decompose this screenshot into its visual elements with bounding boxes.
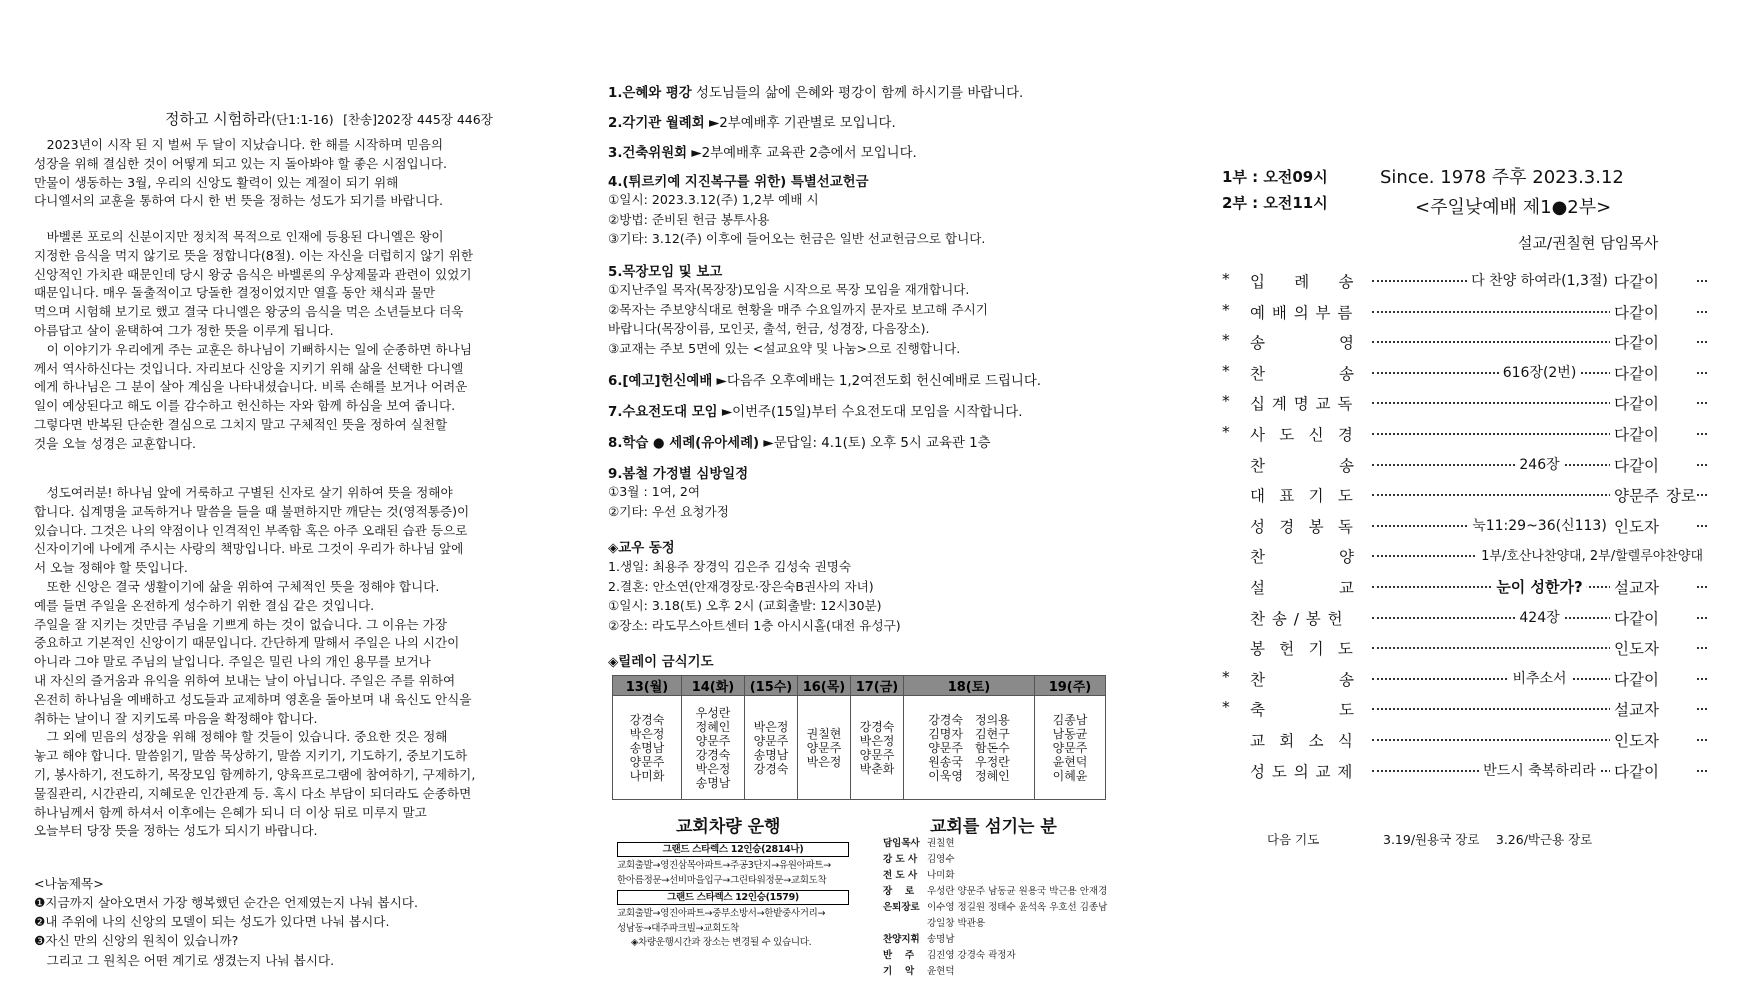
- order-item-detail: 눈이 성한가?: [1492, 576, 1586, 597]
- notice-3: 3.건축위원회 ►2부예배후 교육관 2층에서 모입니다.: [608, 146, 917, 161]
- order-item: [1222, 760, 1692, 791]
- servant-role: 기 악: [883, 966, 915, 977]
- text-line: 성도여러분! 하나님 앞에 거룩하고 구별된 신자로 살기 위하여 뜻을 정해야: [34, 485, 453, 500]
- notice-4-lines: [608, 190, 985, 249]
- relay-names-row: [613, 696, 1106, 800]
- members-news-lines: [608, 557, 901, 635]
- text-line: 그렇다면 반복된 단순한 결심으로 그치지 말고 구체적인 뜻을 정하여 실천할: [34, 416, 448, 432]
- order-item-leader: 설교자: [1610, 576, 1696, 598]
- servant-role: 강 도 사: [883, 854, 918, 865]
- order-item-name: 성도의교제: [1250, 762, 1360, 781]
- servants-title: 교회를 섬기는 분: [930, 817, 1057, 837]
- order-item-name: 입례송: [1250, 273, 1383, 291]
- relay-day-header: 13(월): [613, 676, 682, 696]
- standing-mark: *: [1222, 667, 1230, 686]
- servant-names: 이수영 정길원 정태수 윤석옥 우호선 김종남: [927, 902, 1108, 913]
- servant-names: 김진영 강경숙 곽정자: [927, 950, 1016, 961]
- notice-5-head: 5.목장모임 및 보고: [608, 265, 723, 280]
- text-line: ②기타: 우선 요청가정: [608, 503, 729, 519]
- order-item-leader: 양문주 장로: [1610, 484, 1696, 506]
- order-item: [1222, 515, 1692, 546]
- servant-role: 반 주: [883, 950, 915, 961]
- text-line: 내 자신의 즐거움과 유익을 위하여 보내는 날이 아닙니다. 주일은 주를 위하여: [34, 672, 456, 688]
- order-item-detail: 246장: [1515, 454, 1563, 474]
- relay-name: 우성란: [695, 705, 731, 720]
- text-line: ❷내 주위에 나의 신앙의 모델이 되는 성도가 있다면 나눠 봅시다.: [34, 914, 390, 930]
- relay-name: 박은정: [753, 719, 789, 734]
- relay-name: 강경숙 정의용: [928, 712, 1010, 727]
- order-item: [1222, 698, 1692, 729]
- order-item-leader: 다같이: [1610, 270, 1696, 292]
- servant-names: 김영수: [927, 854, 955, 865]
- notice-5-lines: [608, 280, 988, 358]
- servant-row: [883, 836, 1107, 852]
- text-line: 놓고 해야 합니다. 말씀읽기, 말씀 묵상하기, 말씀 지키기, 기도하기, 중보기도하: [34, 748, 468, 764]
- relay-name: 박은정: [859, 733, 895, 748]
- servant-row: [883, 852, 1107, 868]
- relay-fasting-head: ◈릴레이 금식기도: [608, 655, 714, 670]
- text-line: 지정한 음식을 먹지 않기로 뜻을 정합니다(8절). 이는 자신을 더럽히지 않기 위한: [34, 247, 474, 263]
- servant-row: [883, 916, 1107, 932]
- text-line: ①일시: 2023.3.12(주) 1,2부 예배 시: [608, 192, 819, 207]
- text-line: 것을 오늘 성경은 교훈합니다.: [34, 435, 196, 451]
- order-item: [1222, 301, 1692, 332]
- order-item-leader: 다같이: [1610, 668, 1696, 690]
- sermon-paragraph-3: [34, 484, 544, 841]
- relay-name: 김종남: [1052, 712, 1088, 727]
- order-item-detail: 비추소서: [1508, 668, 1570, 688]
- text-line: 2023년이 시작 된 지 벌써 두 달이 지났습니다. 한 해를 시작하며 믿음의: [34, 137, 443, 152]
- order-item-detail: 다 찬양 하여라(1,3절): [1467, 270, 1612, 290]
- relay-name: 남동균: [1052, 726, 1088, 741]
- order-item-leader: 다같이: [1610, 331, 1696, 353]
- service-1-time: 1부 : 오전09시: [1222, 168, 1328, 186]
- text-line: 취하는 날이니 잘 지키도록 마음을 확정해야 합니다.: [34, 710, 318, 726]
- order-item-detail: 눅11:29~36(신113): [1468, 515, 1611, 535]
- text-line: ③교재는 주보 5면에 있는 <설교요약 및 나눔>으로 진행합니다.: [608, 340, 961, 356]
- bus1-route-2: 한아름정문→선비마을입구→그린타워정문→교회도착: [617, 874, 827, 886]
- sermon-hymns: [찬송]202장 445장 446장: [343, 112, 493, 127]
- order-item-leader: 다같이: [1610, 392, 1696, 414]
- sermon-title-text: 정하고 시험하라: [165, 110, 272, 128]
- sermon-paragraph-2: [34, 228, 544, 454]
- order-item: [1222, 545, 1703, 576]
- order-item-name: 예배의부름: [1250, 303, 1360, 322]
- servant-role: 전 도 사: [883, 870, 918, 881]
- relay-name: 이욱영 정혜인: [928, 768, 1010, 783]
- relay-day-names: [1035, 696, 1106, 800]
- order-item-name: 송영: [1250, 334, 1428, 353]
- servant-names: 권칠현: [927, 838, 955, 849]
- servant-row: [883, 964, 1107, 980]
- text-line: ①지난주일 목자(목장장)모임을 시작으로 목장 모임을 재개합니다.: [608, 282, 970, 297]
- order-item-leader: 다같이: [1610, 301, 1696, 323]
- order-item-name: 사도신경: [1250, 426, 1368, 444]
- text-line: 물질관리, 시간관리, 지혜로운 인간관계 등. 혹시 다소 부담이 되더라도 순종하면: [34, 785, 472, 801]
- order-item: [1222, 331, 1692, 362]
- order-item-name: 찬송/봉헌: [1250, 609, 1350, 628]
- relay-name: 강경숙: [695, 747, 731, 762]
- notice-9-head: 9.봄철 가정별 심방일정: [608, 467, 749, 482]
- text-line: 온전히 하나님을 예배하고 성도들과 교제하며 영혼을 돌아보며 내 육신도 안식을: [34, 691, 472, 707]
- relay-day-header: 17(금): [851, 676, 904, 696]
- order-item-name: 설교: [1250, 579, 1428, 597]
- order-item: [1222, 454, 1692, 485]
- relay-name: 강경숙: [859, 719, 895, 734]
- relay-name: 이혜윤: [1052, 768, 1088, 783]
- order-item-leader: 다같이: [1610, 423, 1696, 445]
- text-line: 예를 들면 주일을 온전하게 성수하기 위한 결심 같은 것입니다.: [34, 597, 375, 613]
- relay-name: 강경숙: [753, 761, 789, 776]
- relay-name: 박춘화: [859, 761, 895, 776]
- bus2-label: 그랜드 스타렉스 12인승(1579): [617, 890, 849, 905]
- notice-8: 8.학습 ● 세례(유아세례) ►문답일: 4.1(토) 오후 5시 교육관 1층: [608, 436, 991, 451]
- servant-role: 은퇴장로: [883, 902, 920, 913]
- text-line: 있습니다. 그것은 나의 약점이나 인격적인 부족함 혹은 아주 오래된 습관 등으로: [34, 522, 468, 538]
- relay-name: 양문주 함돈수: [928, 740, 1010, 755]
- members-news-head: ◈교우 동정: [608, 541, 675, 556]
- relay-day-names: [904, 696, 1035, 800]
- order-item-leader: 인도자: [1610, 515, 1696, 537]
- order-item: [1222, 576, 1692, 607]
- relay-name: 윤현덕: [1052, 754, 1088, 769]
- relay-name: 강경숙: [629, 712, 665, 727]
- relay-day-header: 19(주): [1035, 676, 1106, 696]
- servant-row: [883, 932, 1107, 948]
- notice-4-head: 4.(튀르키예 지진복구를 위한) 특별선교헌금: [608, 175, 869, 190]
- relay-name: 양문주: [859, 747, 895, 762]
- preacher: 설교/권칠현 담임목사: [1518, 234, 1659, 252]
- text-line: 바랍니다(목장이름, 모인곳, 출석, 헌금, 성경장, 다음장소).: [608, 321, 930, 337]
- relay-name: 송명남: [695, 775, 731, 790]
- standing-mark: *: [1222, 270, 1230, 288]
- text-line: 다니엘서의 교훈을 통하여 다시 한 번 뜻을 정하는 성도가 되기를 바랍니다.: [34, 193, 444, 209]
- text-line: ❸자신 만의 신앙의 원칙이 있습니까?: [34, 933, 239, 949]
- relay-days-row: [613, 676, 1106, 696]
- standing-mark: *: [1222, 331, 1230, 350]
- text-line: ❶지금까지 살아오면서 가장 행복했던 순간은 언제였는지 나눠 봅시다.: [34, 895, 418, 910]
- text-line: 오늘부터 당장 뜻을 정하는 성도가 되시기 바랍니다.: [34, 823, 318, 839]
- order-item: [1222, 484, 1696, 515]
- standing-mark: *: [1222, 423, 1230, 441]
- order-item: [1222, 607, 1692, 638]
- text-line: 바벨론 포로의 신분이지만 정치적 목적으로 인재에 등용된 다니엘은 왕이: [34, 229, 444, 244]
- order-item: [1222, 729, 1692, 760]
- servant-row: [883, 900, 1107, 916]
- relay-name: 나미화: [629, 768, 665, 783]
- bus2-route-2: 성남동→대주파크빌→교회도착: [617, 922, 739, 934]
- order-item-leader: 다같이: [1610, 760, 1696, 782]
- text-line: 아니라 그야 말로 주님의 날입니다. 주일은 밀린 나의 개인 용무를 보거나: [34, 654, 431, 670]
- text-line: 성장을 위해 결심한 것이 어떻게 되고 있는 지 돌아봐야 할 좋은 시점입니다.: [34, 155, 448, 171]
- relay-name: 박은정: [806, 754, 842, 769]
- text-line: 일이 예상된다고 해도 이를 감수하고 헌신하는 자와 함께 하심을 보여 줍니다.: [34, 398, 456, 414]
- servant-role: 장 로: [883, 886, 915, 897]
- text-line: 먹으며 시험해 보기로 했고 결국 다니엘은 왕궁의 음식을 먹은 소년들보다 더욱: [34, 304, 464, 320]
- text-line: 신자이기에 나에게 주시는 사랑의 책망입니다. 바로 그것이 우리가 하나님 앞에: [34, 541, 464, 557]
- order-item: [1222, 362, 1692, 393]
- notice-7: 7.수요전도대 모임 ►이번주(15일)부터 수요전도대 모임을 시작합니다.: [608, 405, 1023, 420]
- text-line: 합니다. 십계명을 교독하거나 말씀을 들을 때 불편하지만 깨닫는 것(영적통증)이: [34, 503, 470, 519]
- service-2-time: 2부 : 오전11시: [1222, 194, 1328, 212]
- text-line: 하나님께서 함께 하셔서 이후에는 은혜가 되니 더 이상 뒤로 미루지 말고: [34, 804, 427, 820]
- standing-mark: *: [1222, 300, 1230, 319]
- servant-row: [883, 884, 1107, 900]
- servant-names: 강일창 박관용: [927, 918, 986, 929]
- text-line: ②방법: 준비된 헌금 봉투사용: [608, 211, 770, 227]
- relay-day-header: (15수): [745, 676, 798, 696]
- order-item-leader: 인도자: [1610, 637, 1696, 659]
- servant-names: 윤현덕: [927, 966, 955, 977]
- order-item-name: 봉헌기도: [1250, 640, 1368, 659]
- relay-name: 원송국 우정란: [928, 754, 1010, 769]
- relay-name: 양문주: [695, 733, 731, 748]
- worship-title: <주일낮예배 제1●2부>: [1415, 197, 1612, 218]
- text-line: 서 오늘 정해야 할 뜻입니다.: [34, 560, 188, 576]
- text-line: ①일시: 3.18(토) 오후 2시 (교회출발: 12시30분): [608, 598, 882, 614]
- order-item-detail: 1부/호산나찬양대, 2부/할렐루야찬양대: [1477, 545, 1707, 564]
- relay-name: 박은정: [695, 761, 731, 776]
- text-line: 신앙적인 가치관 때문인데 당시 왕궁 음식은 바벨론의 우상제물과 관련이 있었기: [34, 266, 472, 282]
- text-line: 아름답고 살이 윤택하여 그가 정한 뜻을 이루게 됩니다.: [34, 322, 334, 338]
- relay-day-names: [682, 696, 745, 800]
- text-line: 중요하고 기본적인 신앙이기 때문입니다. 간단하게 말해서 주일은 나의 시간이: [34, 635, 460, 651]
- bus1-label: 그랜드 스타렉스 12인승(2814나): [617, 842, 849, 857]
- text-line: 그 외에 믿음의 성장을 위해 정해야 할 것들이 있습니다. 중요한 것은 정해: [34, 729, 448, 745]
- relay-day-names: [851, 696, 904, 800]
- next-prayer-label: 다음 기도: [1267, 832, 1320, 847]
- relay-name: 송명남: [753, 747, 789, 762]
- order-item-name: 십계명교독: [1250, 395, 1360, 414]
- text-line: ②장소: 라도무스아트센터 1층 아시시홀(대전 유성구): [608, 617, 901, 633]
- order-item-leader: 인도자: [1610, 729, 1696, 751]
- text-line: 1.생일: 최용주 장경익 김은주 김성숙 권명숙: [608, 559, 852, 574]
- text-line: 에게 하나님은 그 분이 살아 계심을 나타내셨습니다. 비록 손해를 보거나 어려운: [34, 379, 468, 395]
- servant-role: 찬양지휘: [883, 934, 920, 945]
- order-item-detail: 424장: [1515, 607, 1563, 627]
- servant-names: 나미화: [927, 870, 955, 881]
- order-item-leader: 설교자: [1610, 698, 1696, 720]
- order-item-name: 대표기도: [1250, 487, 1368, 506]
- order-item-leader: 다같이: [1610, 454, 1696, 476]
- order-item-name: 찬양: [1250, 548, 1428, 567]
- next-prayer: 3.19/원용국 장로 3.26/박근용 장로: [1383, 832, 1593, 847]
- servants-list: [883, 836, 1107, 980]
- date-line: Since. 1978 주후 2023.3.12: [1380, 167, 1624, 188]
- relay-name: 김명자 김현구: [928, 726, 1010, 741]
- order-item-name: 축도: [1250, 701, 1428, 720]
- standing-mark: *: [1222, 361, 1230, 380]
- relay-day-names: [613, 696, 682, 800]
- bus1-route-1: 교회출발→영진삼목아파트→주공3단지→유원아파트→: [617, 860, 831, 871]
- servant-row: [883, 948, 1107, 964]
- order-item-name: 찬송: [1250, 670, 1428, 689]
- relay-day-names: [798, 696, 851, 800]
- vehicle-note: ◈차량운행시간과 장소는 변경될 수 있습니다.: [631, 937, 812, 948]
- text-line: ①3월 : 1여, 2여: [608, 484, 701, 499]
- text-line: 때문입니다. 매우 돌출적이고 당돌한 결정이었지만 열흘 동안 채식과 물만: [34, 285, 435, 301]
- relay-name: 송명남: [629, 740, 665, 755]
- notice-2: 2.각기관 월례회 ►2부예배후 기관별로 모입니다.: [608, 116, 896, 131]
- sermon-paragraph-1: [34, 136, 544, 211]
- text-line: 그리고 그 원칙은 어떤 계기로 생겼는지 나눠 봅시다.: [34, 952, 335, 968]
- standing-mark: *: [1222, 698, 1230, 717]
- servant-names: 우성란 양문주 남동균 원용국 박근용 안재경: [927, 886, 1108, 897]
- text-line: 주일을 잘 지키는 것만큼 주님을 기쁘게 하는 것이 없습니다. 그 이유는 가장: [34, 616, 448, 632]
- relay-name: 양문주: [1052, 740, 1088, 755]
- text-line: 기, 봉사하기, 전도하기, 목장모임 함께하기, 양육프로그램에 참여하기, 구제하기,: [34, 766, 476, 782]
- relay-name: 정혜인: [695, 719, 731, 734]
- order-item-detail: 616장(2번): [1499, 362, 1581, 382]
- servant-row: [883, 868, 1107, 884]
- order-item: [1222, 637, 1692, 668]
- order-item: [1222, 392, 1692, 423]
- order-item-name: 교회소식: [1250, 732, 1368, 750]
- text-line: 께서 역사하신다는 것입니다. 자리보다 신앙을 지키기 위해 삶을 선택한 다니엘: [34, 360, 464, 376]
- order-item: [1222, 270, 1692, 301]
- order-item-name: 성경봉독: [1250, 517, 1368, 536]
- order-item-leader: 다같이: [1610, 607, 1696, 629]
- notice-1: 1.은혜와 평강 성도님들의 삶에 은혜와 평강이 함께 하시기를 바랍니다.: [608, 86, 1024, 101]
- relay-day-header: 16(목): [798, 676, 851, 696]
- relay-day-header: 14(화): [682, 676, 745, 696]
- order-item: [1222, 668, 1692, 699]
- text-line: ③기타: 3.12(주) 이후에 들어오는 헌금은 일반 선교헌금으로 합니다.: [608, 231, 986, 247]
- order-item: [1222, 423, 1692, 454]
- standing-mark: *: [1222, 392, 1230, 411]
- order-item-name: 찬송: [1250, 456, 1428, 475]
- notice-9-lines: [608, 482, 729, 521]
- text-line: 만물이 생동하는 3월, 우리의 신앙도 활력이 있는 계절이 되기 위해: [34, 174, 399, 190]
- relay-name: 박은정: [629, 726, 665, 741]
- sharing-questions: [34, 893, 418, 970]
- servant-names: 송명남: [927, 934, 955, 945]
- sermon-reference: (단1:1-16): [271, 112, 334, 127]
- order-item-leader: 다같이: [1610, 362, 1696, 384]
- vehicle-title: 교회차량 운행: [676, 817, 781, 837]
- relay-name: 양문주: [629, 754, 665, 769]
- relay-day-names: [745, 696, 798, 800]
- text-line: 2.결혼: 안소연(안재경장로·장은숙B권사의 자녀): [608, 578, 874, 594]
- servant-role: 담임목사: [883, 838, 920, 849]
- text-line: 또한 신앙은 결국 생활이기에 삶을 위하여 구체적인 뜻을 정해야 합니다.: [34, 578, 440, 594]
- relay-day-header: 18(토): [904, 676, 1035, 696]
- text-line: 이 이야기가 우리에게 주는 교훈은 하나님이 기뻐하시는 일에 순종하면 하나님: [34, 341, 472, 357]
- order-item-name: 찬송: [1250, 364, 1428, 383]
- relay-name: 권칠현: [806, 726, 842, 741]
- relay-fasting-table: [612, 675, 1106, 800]
- notice-6: 6.[예고]헌신예배 ►다음주 오후예배는 1,2여전도회 헌신예배로 드립니다.: [608, 374, 1042, 389]
- vehicle-schedule: [617, 840, 849, 951]
- order-item-detail: 반드시 축복하리라: [1479, 760, 1600, 780]
- sharing-title: <나눔제목>: [34, 876, 104, 891]
- relay-name: 양문주: [806, 740, 842, 755]
- relay-name: 양문주: [753, 733, 789, 748]
- bus2-route-1: 교회출발→영진아파트→중부소방서→한밭중사거리→: [617, 908, 826, 919]
- text-line: ②목자는 주보양식대로 현황을 매주 수요일까지 문자로 보고해 주시기: [608, 301, 988, 317]
- sermon-title: [165, 108, 493, 129]
